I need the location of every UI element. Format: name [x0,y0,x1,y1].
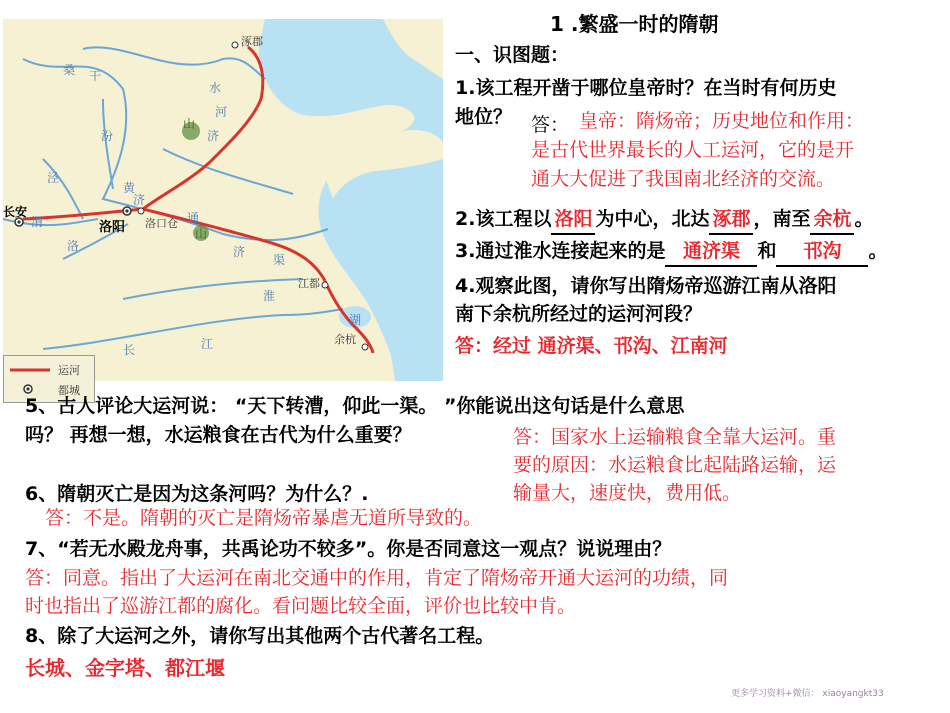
q2-question [455,206,874,235]
q3-text-2: 和 [757,240,777,262]
q1-question-line2: 地位？ [455,106,513,128]
q5-question-line2: 吗？ 再想一想，水运粮食在古代为什么重要？ [25,424,412,446]
q3-blank-hangou: 邗沟 [776,238,868,267]
q2-blank-yuhang: 余杭 [810,206,854,235]
river-label-fen: 汾 [101,129,114,143]
q7-answer-line1: 答：同意。指出了大运河在南北交通中的作用，肯定了隋炀帝开通大运河的功绩，同 [25,567,729,589]
river-label-ji1: 济 [207,129,220,143]
legend-canal-label: 运河 [58,364,80,377]
q3-text-3: 。 [868,240,888,262]
river-label-huai: 淮 [263,289,276,303]
q3-blank-tongjiqu: 通济渠 [665,238,757,267]
river-label-luo: 洛 [67,239,80,253]
river-label-ji2: 济 [133,193,146,207]
city-label-luokoucang: 洛口仓 [145,217,178,230]
q1-answer-line2: 是古代世界最长的人工运河，它的是开 [531,139,855,161]
grand-canal-map [3,19,443,397]
q6-question: 6、隋朝灭亡是因为这条河吗？为什么？. [25,483,369,505]
q1-answer-prefix: 答： [531,114,570,136]
river-label-chang: 长 [123,343,136,357]
river-label-shui: 水 [209,81,222,95]
river-label-gan: 干 [89,69,102,83]
river-label-qu: 渠 [273,253,286,267]
city-marker-jiangdu [322,282,328,288]
q4-question-line2: 南下余杭所经过的运河河段？ [455,303,703,325]
page-title: 1 .繁盛一时的隋朝 [550,12,719,36]
river-label-huang: 黄 [123,181,136,195]
q1-answer-line1: 皇帝：隋炀帝；历史地位和作用： [579,110,865,132]
map-liaodong [383,19,443,79]
river-label-jing: 泾 [47,171,60,185]
city-label-yuhang: 余杭 [334,333,356,346]
q1-answer-line3: 通大大促进了我国南北经济的交流。 [531,168,836,190]
q2-blank-luoyang: 洛阳 [551,206,595,235]
q4-answer: 答：经过 通济渠、邗沟、江南河 [455,335,728,357]
footer-watermark: 更多学习资料+微信： xiaoyangkt33 [731,689,884,699]
q5-question-line1: 5、古人评论大运河说： “天下转漕，仰此一渠。 ”你能说出这句话是什么意思 [25,395,685,417]
q7-question: 7、“若无水殿龙舟事，共禹论功不较多”。你是否同意这一观点？说说理由？ [25,538,672,560]
city-marker-yuhang [362,344,368,350]
q8-answer: 长城、金字塔、都江堰 [25,656,225,680]
legend-capital-symbol-dot [26,387,29,390]
q2-text-3: ，南至 [753,208,811,230]
q2-text-1: 2.该工程以 [455,208,552,230]
city-label-zhuojun: 涿郡 [241,35,263,48]
q1-question-line1: 1.该工程开凿于哪位皇帝时？在当时有何历史 [455,77,837,99]
river-label-tong1: 通 [187,211,200,225]
capital-marker-luoyang [125,209,128,212]
q2-blank-zhuojun: 涿郡 [709,206,753,235]
map-label-shan1: 山 [183,117,196,131]
q8-question: 8、除了大运河之外，请你写出其他两个古代著名工程。 [25,625,495,647]
legend-capital-label: 都城 [58,384,80,397]
river-label-jiang: 江 [201,337,214,351]
river-label-wei: 渭 [31,215,44,229]
q4-question-line1: 4.观察此图，请你写出隋炀帝巡游江南从洛阳 [455,275,837,297]
city-label-jiangdu: 江都 [298,277,320,290]
capital-marker-changan [17,220,20,223]
section-heading: 一、识图题： [455,44,570,66]
q5-answer-line2: 要的原因：水运粮食比起陆路运输，运 [513,454,837,476]
city-marker-luokoucang [138,208,144,214]
q3-question [455,238,887,267]
q3-text-1: 3.通过淮水连接起来的是 [455,240,666,262]
city-label-changan: 长安 [3,205,28,219]
q2-text-4: 。 [854,208,874,230]
city-marker-zhuojun [232,42,238,48]
river-label-hu: 湖 [349,313,362,327]
q7-answer-line2: 时也指出了巡游江都的腐化。看问题比较全面，评价也比较中肯。 [25,595,577,617]
map-label-shan2: 山 [195,227,208,241]
river-label-ji3: 济 [233,245,246,259]
river-label-sang: 桑 [63,63,76,77]
city-label-luoyang: 洛阳 [99,220,126,235]
q5-answer-line1: 答：国家水上运输粮食全靠大运河。重 [513,426,837,448]
q5-answer-line3: 输量大，速度快，费用低。 [513,482,742,504]
river-label-he1: 河 [215,105,228,119]
q2-text-2: 为中心，北达 [595,208,710,230]
q6-answer: 答：不是。隋朝的灭亡是隋炀帝暴虐无道所导致的。 [45,507,483,529]
